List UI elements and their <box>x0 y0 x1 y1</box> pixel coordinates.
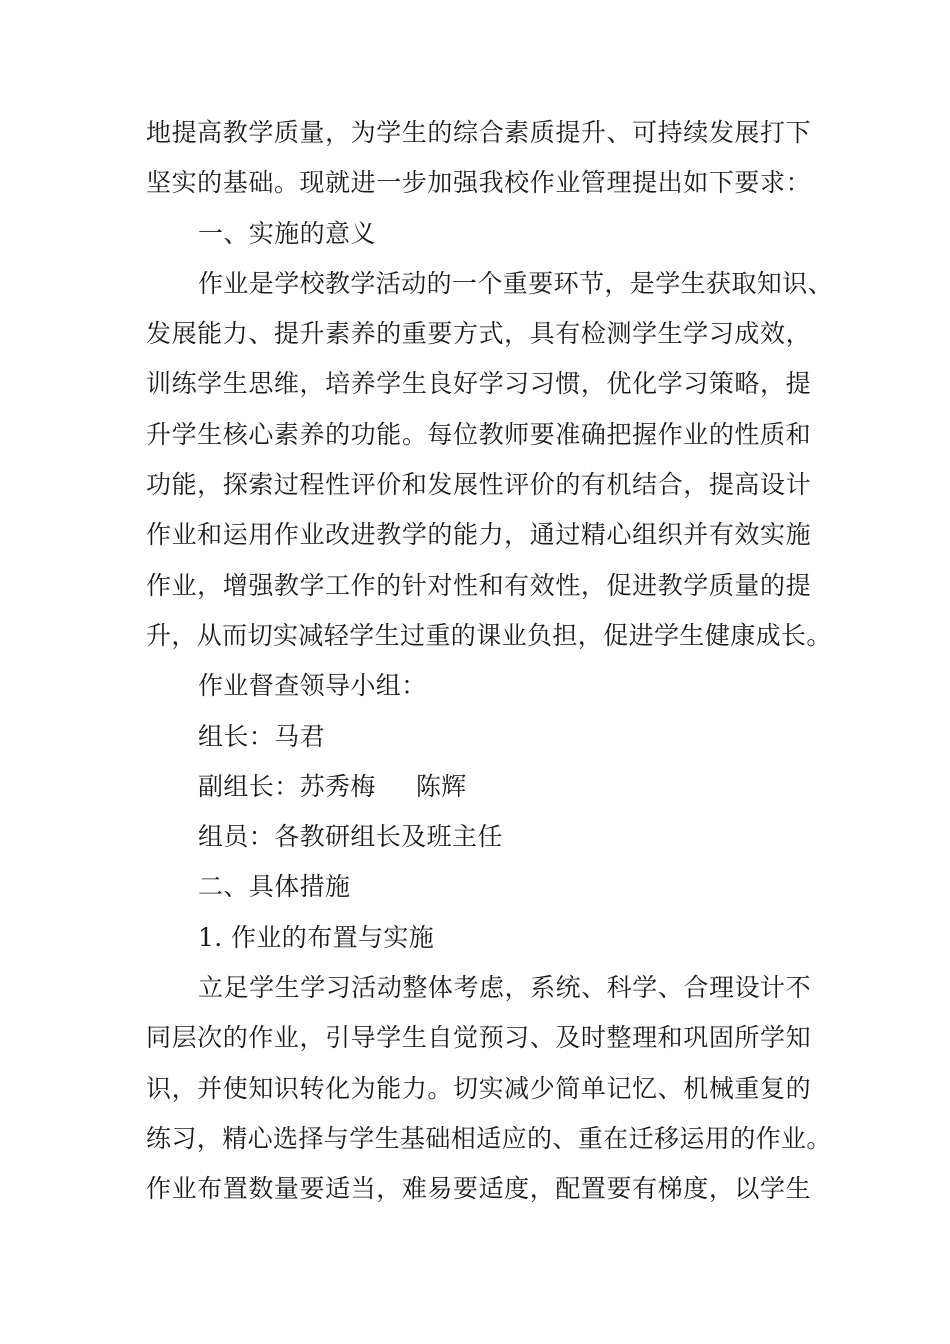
text-line: 立足学生学习活动整体考虑，系统、科学、合理设计不 <box>198 973 811 1003</box>
text-line: 训练学生思维，培养学生良好学习习惯，优化学习策略，提 <box>146 369 811 399</box>
text-line: 作业督查领导小组： <box>198 671 427 701</box>
vice-leader-line <box>146 762 811 812</box>
text-line: 作业，增强教学工作的针对性和有效性，促进教学质量的提 <box>146 570 811 600</box>
text-line: 坚实的基础。现就进一步加强我校作业管理提出如下要求： <box>146 168 811 198</box>
text-line: 作业和运用作业改进教学的能力，通过精心组织并有效实施 <box>146 520 811 550</box>
text-block-1 <box>146 108 834 762</box>
text-line: 组长：马君 <box>198 721 326 751</box>
text-line: 功能，探索过程性评价和发展性评价的有机结合，提高设计 <box>146 470 811 500</box>
vice-leader-second: 陈辉 <box>415 771 467 801</box>
text-line: 作业布置数量要适当，难易要适度，配置要有梯度，以学生 <box>146 1174 811 1204</box>
document-body <box>146 108 834 1215</box>
text-block-2 <box>146 812 832 1214</box>
text-line: 一、实施的意义 <box>198 218 376 248</box>
text-line: 同层次的作业，引导学生自觉预习、及时整理和巩固所学知 <box>146 1023 811 1053</box>
text-line: 组员：各教研组长及班主任 <box>198 822 503 852</box>
text-line: 练习，精心选择与学生基础相适应的、重在迁移运用的作业。 <box>146 1123 832 1153</box>
text-line: 作业是学校教学活动的一个重要环节，是学生获取知识、 <box>198 268 834 298</box>
text-line: 1. 作业的布置与实施 <box>198 922 435 952</box>
text-line: 二、具体措施 <box>198 872 351 902</box>
text-line: 地提高教学质量，为学生的综合素质提升、可持续发展打下 <box>146 118 811 147</box>
vice-leader-label: 副组长：苏秀梅 <box>198 771 376 801</box>
text-line: 识，并使知识转化为能力。切实减少简单记忆、机械重复的 <box>146 1073 811 1103</box>
text-line: 升学生核心素养的功能。每位教师要准确把握作业的性质和 <box>146 419 811 449</box>
text-line: 发展能力、提升素养的重要方式，具有检测学生学习成效， <box>146 319 811 349</box>
text-line: 升，从而切实减轻学生过重的课业负担，促进学生健康成长。 <box>146 620 832 650</box>
